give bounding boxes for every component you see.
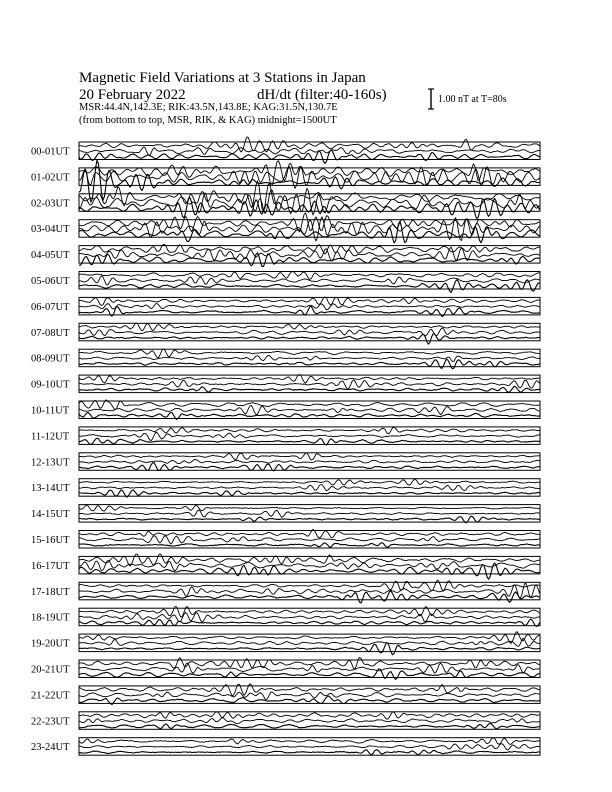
station-trace-kag [79, 479, 540, 485]
hour-row-label: 17-18UT [31, 586, 70, 598]
station-trace-rik [79, 328, 540, 336]
station-trace-msr [79, 334, 540, 344]
station-trace-kag [79, 712, 540, 719]
station-trace-rik [79, 638, 540, 646]
station-trace-msr [79, 150, 540, 164]
chart-title: Magnetic Field Variations at 3 Stations in Japan [79, 70, 366, 86]
hour-row-frame [79, 686, 540, 704]
hour-row-label: 18-19UT [31, 612, 70, 624]
chart-date: 20 February 2022 [79, 87, 186, 103]
chart-quantity: dH/dt (filter:40-160s) [257, 87, 387, 103]
hour-row-label: 04-05UT [31, 250, 70, 262]
station-trace-kag [79, 349, 540, 358]
station-trace-rik [79, 692, 540, 700]
station-trace-rik [79, 380, 540, 389]
station-trace-msr [79, 463, 540, 471]
hour-row-label: 10-11UT [31, 405, 70, 417]
station-trace-kag [79, 323, 540, 331]
station-trace-rik [79, 356, 540, 362]
hour-row-label: 08-09UT [31, 353, 70, 365]
hour-row-label: 12-13UT [31, 457, 70, 469]
station-trace-msr [79, 543, 540, 547]
hour-row-label: 02-03UT [31, 198, 70, 210]
station-trace-rik [79, 744, 540, 750]
station-trace-kag [79, 375, 540, 384]
station-trace-rik [79, 276, 540, 285]
station-trace-kag [79, 554, 540, 566]
station-trace-kag [79, 632, 540, 644]
station-trace-rik [79, 406, 540, 415]
hour-row-label: 06-07UT [31, 301, 70, 313]
station-order-note: (from bottom to top, MSR, RIK, & KAG) midnight=1500UT [79, 115, 337, 126]
station-trace-rik [79, 536, 540, 544]
hour-row-label: 19-20UT [31, 638, 70, 650]
station-trace-rik [79, 433, 540, 441]
hour-row-label: 05-06UT [31, 276, 70, 287]
hour-row-frame [79, 142, 540, 160]
station-trace-kag [79, 738, 540, 744]
scale-label: 1.00 nT at T=80s [438, 94, 507, 105]
station-trace-rik [79, 718, 540, 724]
scale-bar-icon [428, 88, 434, 110]
station-trace-msr [79, 750, 540, 755]
station-trace-kag [79, 297, 540, 306]
station-trace-rik [79, 485, 540, 491]
hour-row-label: 22-23UT [31, 716, 70, 728]
hour-row-label: 03-04UT [31, 224, 70, 236]
hour-row-label: 01-02UT [31, 172, 70, 184]
station-trace-rik [79, 561, 540, 571]
hour-row-label: 00-01UT [31, 146, 70, 158]
hour-row-label: 21-22UT [31, 690, 70, 702]
station-trace-kag [79, 505, 540, 511]
hour-row-label: 11-12UT [31, 431, 70, 443]
hour-row-label: 23-24UT [31, 742, 70, 754]
station-trace-msr [79, 386, 540, 392]
hour-row-label: 09-10UT [31, 379, 70, 391]
station-trace-msr [79, 280, 540, 293]
station-trace-kag [79, 453, 540, 460]
station-trace-kag [79, 657, 540, 669]
station-trace-msr [79, 724, 540, 729]
hour-row-label: 20-21UT [31, 664, 70, 676]
hour-row-label: 14-15UT [31, 509, 70, 521]
station-trace-rik [79, 460, 540, 464]
station-trace-kag [79, 427, 540, 433]
station-coordinates: MSR:44.4N,142.3E; RIK:43.5N,143.8E; KAG:31.5N,130.7E [79, 102, 338, 113]
hour-row-label: 13-14UT [31, 483, 70, 495]
station-trace-msr [79, 591, 540, 603]
hour-row-label: 07-08UT [31, 327, 70, 339]
station-trace-msr [79, 359, 540, 369]
hour-row-label: 16-17UT [31, 560, 70, 572]
hour-row-label: 15-16UT [31, 535, 70, 546]
station-trace-kag [79, 272, 540, 280]
station-trace-msr [79, 643, 540, 655]
